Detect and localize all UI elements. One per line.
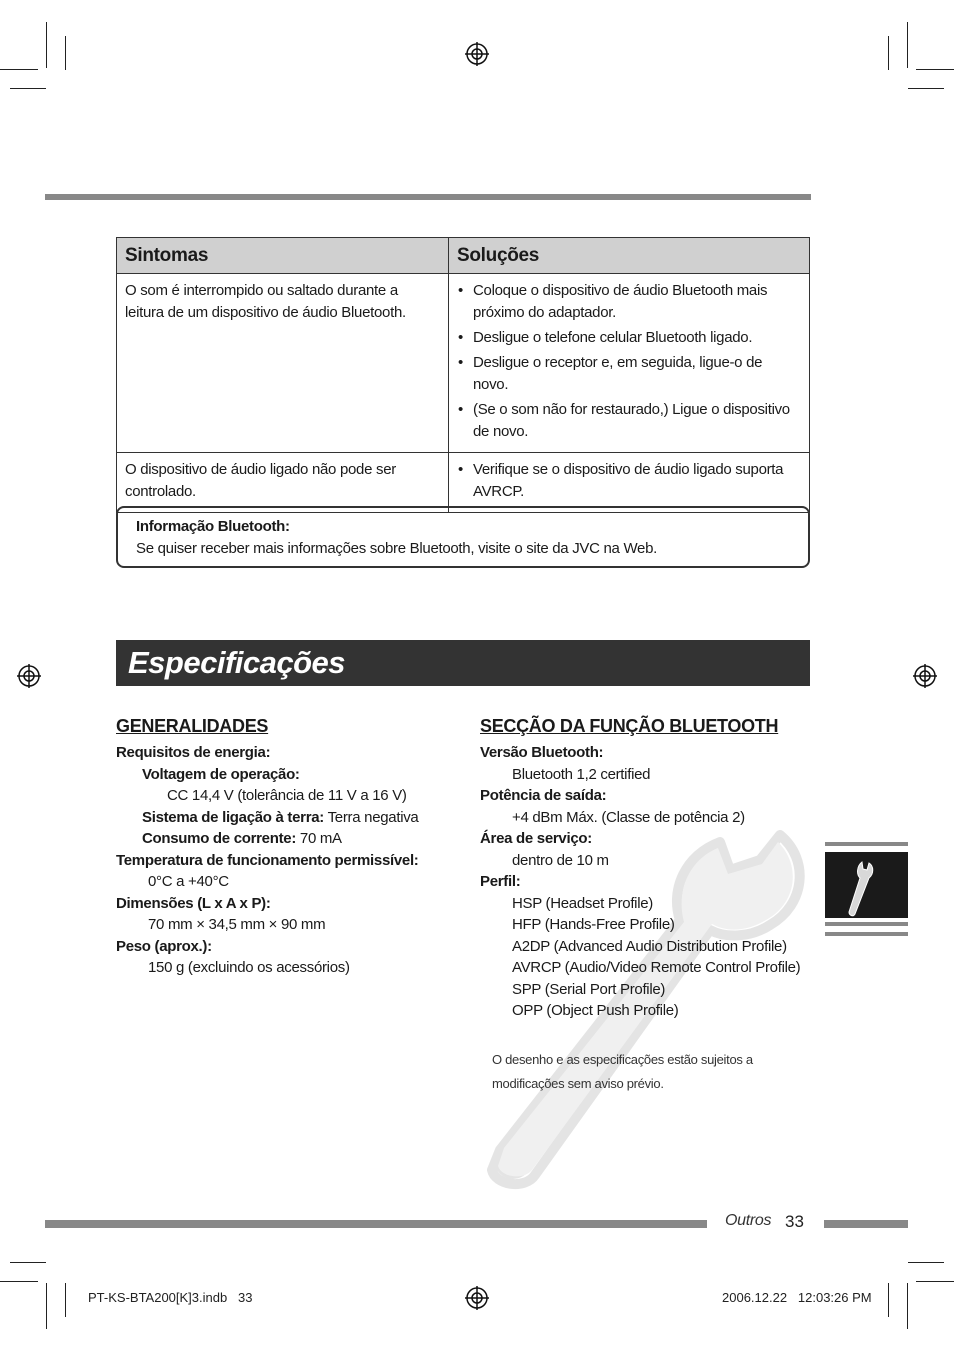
bottom-rule-right: [824, 1220, 908, 1228]
side-tab-stripe: [825, 932, 908, 936]
solution-cell: [449, 274, 810, 453]
bottom-rule: [45, 1220, 707, 1228]
solution-list: [457, 459, 801, 503]
side-tab: [825, 852, 908, 918]
column-header-solutions: Soluções: [449, 238, 810, 274]
section-heading-general: GENERALIDADES: [116, 716, 269, 736]
profile-item: HFP (Hands-Free Profile): [512, 916, 675, 933]
list-item: • Desligue o telefone celular Bluetooth ligado.: [473, 327, 801, 349]
section-name: Outros: [725, 1212, 772, 1229]
list-item: • (Se o som não for restaurado,) Ligue o dispositivo de novo.: [473, 399, 801, 443]
output-label: Potência de saída:: [480, 787, 607, 804]
version-label: Versão Bluetooth:: [480, 744, 604, 761]
registration-mark-icon: [913, 664, 937, 688]
spec-note: O desenho e as especificações estão sujeitos a modificações sem aviso prévio.: [492, 1052, 753, 1091]
info-text: Se quiser receber mais informações sobre Bluetooth, visite o site da JVC na Web.: [136, 540, 657, 557]
output-value: +4 dBm Máx. (Classe de potência 2): [512, 808, 745, 826]
info-title: Informação Bluetooth:: [136, 518, 290, 535]
symptom-cell: O dispositivo de áudio ligado não pode ser controlado.: [117, 453, 449, 513]
current-row: [116, 828, 456, 850]
bluetooth-specs: [480, 714, 810, 1022]
power-label: Requisitos de energia:: [116, 744, 271, 761]
table-row: [117, 453, 810, 513]
range-value: dentro de 10 m: [512, 851, 609, 869]
profile-item: AVRCP (Audio/Video Remote Control Profile): [512, 959, 801, 976]
registration-mark-icon: [465, 1286, 489, 1310]
profile-item: HSP (Headset Profile): [512, 894, 653, 912]
version-value: Bluetooth 1,2 certified: [512, 765, 651, 783]
column-header-symptoms: Sintomas: [117, 238, 449, 274]
ground-row: [116, 807, 456, 829]
page-number: 33: [785, 1212, 804, 1231]
range-label: Área de serviço:: [480, 830, 592, 847]
current-label: Consumo de corrente:: [142, 830, 297, 847]
side-tab-stripe: [825, 922, 908, 926]
symptom-cell: O som é interrompido ou saltado durante a leitura de um dispositivo de áudio Bluetooth.: [117, 274, 449, 453]
wrench-icon: [825, 852, 908, 918]
registration-mark-icon: [465, 42, 489, 66]
solution-cell: [449, 453, 810, 513]
profile-item: A2DP (Advanced Audio Distribution Profile): [512, 937, 787, 955]
profile-item: OPP (Object Push Profile): [512, 1002, 679, 1019]
profile-item: SPP (Serial Port Profile): [512, 980, 666, 998]
troubleshooting-table: [116, 237, 810, 513]
solution-list: [457, 280, 801, 443]
dim-label: Dimensões (L x A x P):: [116, 894, 271, 912]
general-specs: [116, 714, 456, 979]
list-item: • Verifique se o dispositivo de áudio ligado suporta AVRCP.: [473, 459, 801, 503]
bluetooth-info-box: [116, 506, 810, 568]
temp-value: 0°C a +40°C: [148, 873, 229, 890]
current-value: 70 mA: [299, 830, 342, 847]
section-heading-bluetooth: SECÇÃO DA FUNÇÃO BLUETOOTH: [480, 716, 779, 736]
profile-label: Perfil:: [480, 873, 521, 890]
dim-value: 70 mm × 34,5 mm × 90 mm: [148, 916, 326, 933]
registration-mark-icon: [17, 664, 41, 688]
voltage-label: Voltagem de operação:: [142, 765, 300, 783]
voltage-value: CC 14,4 V (tolerância de 11 V a 16 V): [167, 787, 407, 804]
ground-label: Sistema de ligação à terra:: [142, 808, 324, 826]
list-item: • Coloque o dispositivo de áudio Bluetooth mais próximo do adaptador.: [473, 280, 801, 324]
table-header-row: [117, 238, 810, 274]
timestamp: 2006.12.22 12:03:26 PM: [722, 1290, 872, 1305]
temp-label: Temperatura de funcionamento permissível:: [116, 851, 419, 869]
top-rule: [45, 194, 811, 200]
file-name: PT-KS-BTA200[K]3.indb 33: [88, 1290, 253, 1305]
weight-label: Peso (aprox.):: [116, 937, 212, 955]
spec-title-band: [116, 640, 810, 686]
weight-value: 150 g (excluindo os acessórios): [148, 959, 350, 976]
list-item: • Desligue o receptor e, em seguida, ligue-o de novo.: [473, 352, 801, 396]
side-tab-stripe: [825, 842, 908, 846]
page-title: Especificações: [128, 645, 346, 680]
ground-value: Terra negativa: [327, 808, 419, 826]
table-row: [117, 274, 810, 453]
